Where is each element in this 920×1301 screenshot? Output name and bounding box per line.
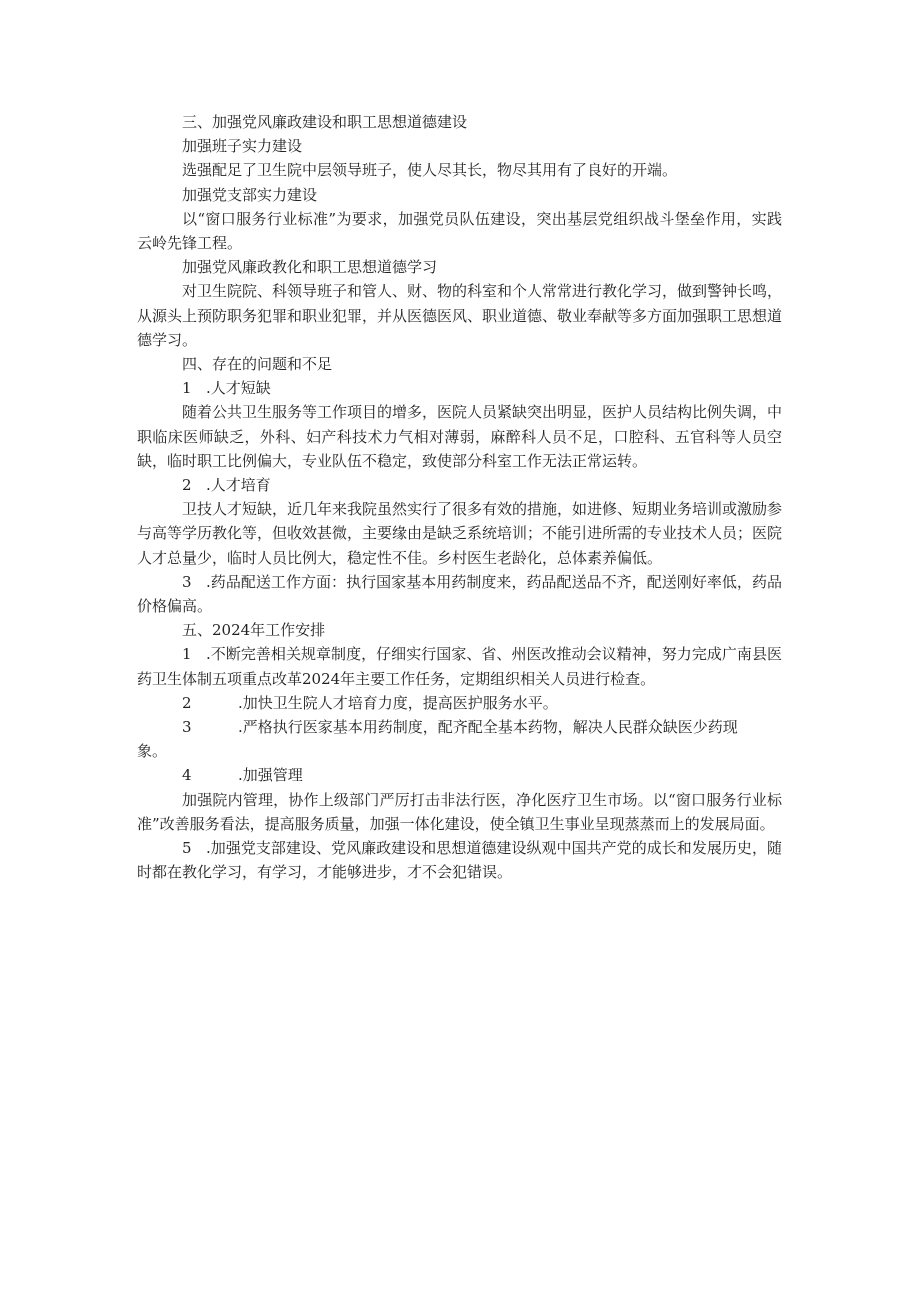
list-number: 4 <box>182 766 192 785</box>
subheading-party-branch: 加强党支部实力建设 <box>182 185 318 204</box>
list-number: 1 <box>182 645 192 664</box>
list-number: 2 <box>182 476 192 495</box>
list-item-text: .严格执行医家基本用药制度，配齐配全基本药物，解决人民群众缺医少药现 <box>238 718 738 737</box>
section-heading-3: 三、加强党风廉政建设和职工思想道德建设 <box>182 113 468 131</box>
list-item-text: .药品配送工作方面：执行国家基本用药制度来，药品配送品不齐，配送刚好率低，药品价格偏高。 <box>137 572 782 616</box>
list-item-talent-training <box>137 473 782 497</box>
plan-item-4 <box>137 763 782 787</box>
plan-item-2 <box>137 691 782 715</box>
list-number: 1 <box>182 379 192 398</box>
paragraph-management: 加强院内管理，协作上级部门严厉打击非法行医，净化医疗卫生市场。以“窗口服务行业标准”改善服务看法，提高服务质量，加强一体化建设，使全镇卫生事业呈现蒸蒸而上的发展局面。 <box>137 790 782 833</box>
plan-item-3 <box>137 715 782 739</box>
list-item-drug-distribution <box>137 570 782 618</box>
list-item-text: .人才培育 <box>206 476 271 495</box>
section-heading-5: 五、2024年工作安排 <box>182 621 326 640</box>
list-item-text: .加快卫生院人才培育力度，提高医护服务水平。 <box>238 693 558 712</box>
list-item-talent-shortage <box>137 376 782 400</box>
subheading-leadership: 加强班子实力建设 <box>182 137 303 156</box>
plan-item-3-continuation: 象。 <box>137 742 168 761</box>
section-heading-4: 四、存在的问题和不足 <box>182 355 333 374</box>
list-item-text: .人才短缺 <box>206 379 271 398</box>
subheading-integrity-education: 加强党风廉政教化和职工思想道德学习 <box>182 258 438 277</box>
list-item-text: .加强管理 <box>238 766 303 785</box>
list-number: 3 <box>182 718 192 737</box>
list-number: 2 <box>182 693 192 712</box>
list-number: 5 <box>182 839 192 858</box>
list-item-text: .不断完善相关规章制度，仔细实行国家、省、州医改推动会议精神，努力完成广南县医药卫生体制五项重点改革2024年主要工作任务，定期组织相关人员进行检查。 <box>137 645 782 688</box>
paragraph-talent-training: 卫技人才短缺，近几年来我院虽然实行了很多有效的措施，如进修、短期业务培训或激励参与高等学历教化等，但收效甚微，主要缘由是缺乏系统培训；不能引进所需的专业技术人员；医院人才总量少，临时人员比例大，稳定性不佳。乡村医生老龄化，总体素养偏低。 <box>137 500 783 567</box>
paragraph-talent-shortage: 随着公共卫生服务等工作项目的增多，医院人员紧缺突出明显，医护人员结构比例失调，中职临床医师缺乏，外科、妇产科技术力气相对薄弱，麻醉科人员不足，口腔科、五官科等人员空缺，临时职工比例偏大，专业队伍不稳定，致使部分科室工作无法正常运转。 <box>137 403 783 470</box>
paragraph-integrity-education: 对卫生院院、科领导班子和管人、财、物的科室和个人常常进行教化学习，做到警钟长鸣，从源头上预防职务犯罪和职业犯罪，并从医德医风、职业道德、敬业奉献等多方面加强职工思想道德学习。 <box>137 282 783 349</box>
plan-item-1 <box>137 642 782 690</box>
paragraph-party-branch: 以“窗口服务行业标准”为要求，加强党员队伍建设，突出基层党组织战斗堡垒作用，实践云岭先锋工程。 <box>137 209 782 253</box>
list-item-text: .加强党支部建设、党风廉政建设和思想道德建设纵观中国共产党的成长和发展历史，随时都在教化学习，有学习，才能够进步，才不会犯错误。 <box>137 839 782 882</box>
plan-item-5 <box>137 836 782 884</box>
document-body <box>137 110 782 885</box>
list-number: 3 <box>182 572 192 591</box>
paragraph-leadership: 选强配足了卫生院中层领导班子，使人尽其长，物尽其用有了良好的开端。 <box>182 161 678 180</box>
